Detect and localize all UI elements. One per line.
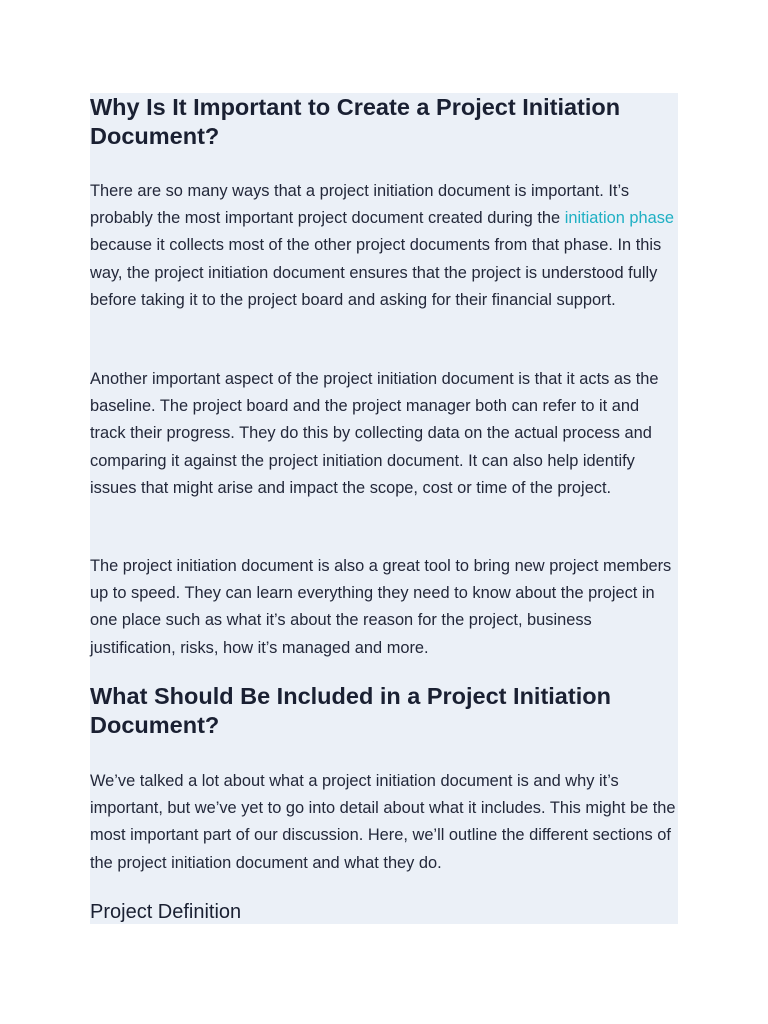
section-heading-what-included: What Should Be Included in a Project Initiation Document? (90, 683, 611, 738)
paragraph-text-after-link: because it collects most of the other project documents from that phase. In this way, the project initiation document ensures that the project is understood fully before taking it to the project board and asking for their financial support. (90, 236, 662, 309)
initiation-phase-link[interactable]: initiation phase (564, 209, 675, 228)
paragraph-baseline: Another important aspect of the project initiation document is that it acts as the baseline. The project board and the project manager both can refer to it and track their progress. They do this by collecting data on the actual process and comparing it against the project initiation document. It can also help identify issues that might arise and impact the scope, cost or time of the project. (90, 370, 659, 497)
section-heading-why-important: Why Is It Important to Create a Project Initiation Document? (90, 94, 621, 149)
subheading-project-definition: Project Definition (90, 901, 242, 923)
article-content-block (90, 93, 678, 924)
paragraph-text-before-link: There are so many ways that a project initiation document is important. It’s probably the most important project document created during the (90, 182, 630, 228)
paragraph-new-members: The project initiation document is also a great tool to bring new project members up to speed. They can learn everything they need to know about the project in one place such as what it’s about the reason for the project, business justification, risks, how it’s managed and more. (90, 557, 672, 657)
paragraph-talked-a-lot: We’ve talked a lot about what a project initiation document is and why it’s important, but we’ve yet to go into detail about what it includes. This might be the most important part of our discussion. Here, we’ll outline the different sections of the project initiation document and what they do. (90, 772, 676, 872)
paragraph-ways-important (90, 178, 678, 314)
